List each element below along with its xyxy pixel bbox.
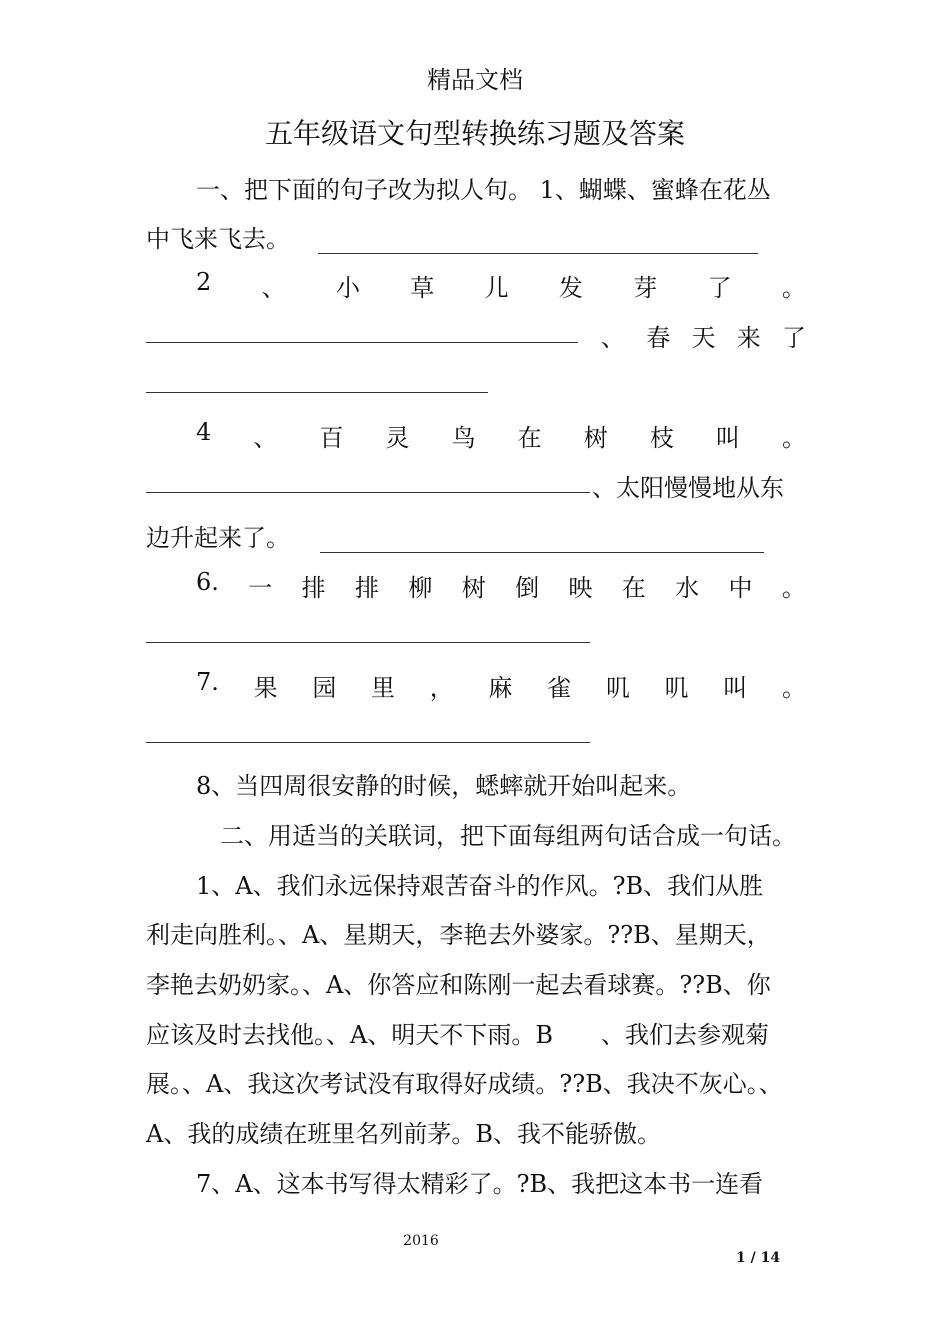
q8-line: 8、当四周很安静的时候，蟋蟀就开始叫起来。 — [196, 772, 692, 800]
q6-line — [196, 568, 806, 603]
q2-char: 、 — [261, 274, 286, 302]
answer-blank — [146, 392, 488, 393]
q2-char: 儿 — [484, 274, 509, 302]
q2-char: 小 — [335, 274, 360, 302]
page-number: 1 / 14 — [736, 1250, 781, 1266]
q6-char: 映 — [568, 574, 593, 602]
q4-char: 灵 — [385, 424, 410, 452]
document-title: 五年级语文句型转换练习题及答案 — [264, 117, 685, 150]
q7-char: 叫 — [723, 674, 748, 702]
q6-char: 排 — [354, 574, 379, 602]
q6-char: 6. — [196, 568, 219, 596]
q6-char: 中 — [728, 574, 753, 602]
q2-char: 2 — [196, 268, 212, 296]
q7-char: 雀 — [547, 674, 572, 702]
q2-char: 草 — [410, 274, 435, 302]
q4-char: 。 — [781, 424, 806, 452]
q7-char: 里 — [371, 674, 396, 702]
section2-heading: 二、用适当的关联词，把下面每组两句话合成一句话。 — [220, 822, 796, 850]
q6-char: 树 — [461, 574, 486, 602]
q3-char: 天 — [691, 324, 716, 352]
section2-q7: 7、A、这本书写得太精彩了。?B、我把这本书一连看 — [196, 1170, 764, 1198]
q2-char: 芽 — [633, 274, 658, 302]
section2-line: 展。、A、我这次考试没有取得好成绩。??B、我决不灰心。、 — [146, 1070, 783, 1098]
section2-line: 应该及时去找他。、A、明天不下雨。B 、我们去参观菊 — [146, 1021, 769, 1049]
answer-blank — [318, 229, 758, 254]
q3-char: 来 — [736, 324, 761, 352]
q2-line — [196, 268, 806, 303]
q6-char: 一 — [248, 574, 273, 602]
footer-year: 2016 — [403, 1233, 439, 1249]
q7-char: 7. — [196, 668, 219, 696]
q3-char: 、 — [601, 324, 625, 352]
q5-cont-line — [146, 518, 806, 553]
q4-char: 、 — [253, 424, 278, 452]
section2-line: A、我的成绩在班里名列前茅。B、我不能骄傲。 — [146, 1120, 661, 1148]
q7-char: 果 — [253, 674, 278, 702]
q1-text: 中飞来飞去。 — [146, 225, 290, 253]
q1-line — [146, 219, 806, 254]
q6-char: 倒 — [515, 574, 540, 602]
q3-char: 春 — [646, 324, 671, 352]
q4-char: 在 — [517, 424, 542, 452]
q6-char: 在 — [621, 574, 646, 602]
q6-char: 。 — [781, 574, 806, 602]
q2-char: 。 — [781, 274, 806, 302]
answer-blank — [146, 318, 578, 343]
q5-text: 、太阳慢慢地从东 — [592, 474, 784, 502]
section1-intro: 一、把下面的句子改为拟人句。 1、蝴蝶、蜜蜂在花丛 — [196, 176, 771, 204]
q7-char: 。 — [781, 674, 806, 702]
q7-char: 麻 — [488, 674, 513, 702]
q6-char: 水 — [675, 574, 700, 602]
q3-char: 了 — [782, 324, 806, 352]
q3-text — [601, 318, 806, 353]
q7-char: 叽 — [664, 674, 689, 702]
q4-char: 4 — [196, 418, 212, 446]
section2-line: 利走向胜利。、A、星期天，李艳去外婆家。??B、星期天， — [146, 921, 771, 949]
q5-cont: 边升起来了。 — [146, 524, 290, 552]
answer-blank — [146, 642, 590, 643]
q7-char: ， — [429, 674, 454, 702]
q7-char: 叽 — [605, 674, 630, 702]
q2-char: 发 — [558, 274, 583, 302]
q4-char: 叫 — [715, 424, 740, 452]
q6-char: 排 — [301, 574, 326, 602]
page-header: 精品文档 — [427, 66, 523, 94]
q4-char: 树 — [583, 424, 608, 452]
q4-char: 鸟 — [451, 424, 476, 452]
answer-blank — [320, 528, 764, 553]
section2-line: 李艳去奶奶家。、A、你答应和陈刚一起去看球赛。??B、你 — [146, 971, 771, 999]
q7-line — [196, 668, 806, 703]
section2-line: 1、A、我们永远保持艰苦奋斗的作风。?B、我们从胜 — [196, 872, 764, 900]
answer-blank — [146, 742, 590, 743]
q4-line — [196, 418, 806, 453]
q4-char: 百 — [319, 424, 344, 452]
q6-char: 柳 — [408, 574, 433, 602]
q4-char: 枝 — [649, 424, 674, 452]
q2-char: 了 — [707, 274, 732, 302]
answer-blank — [146, 468, 590, 493]
q7-char: 园 — [312, 674, 337, 702]
